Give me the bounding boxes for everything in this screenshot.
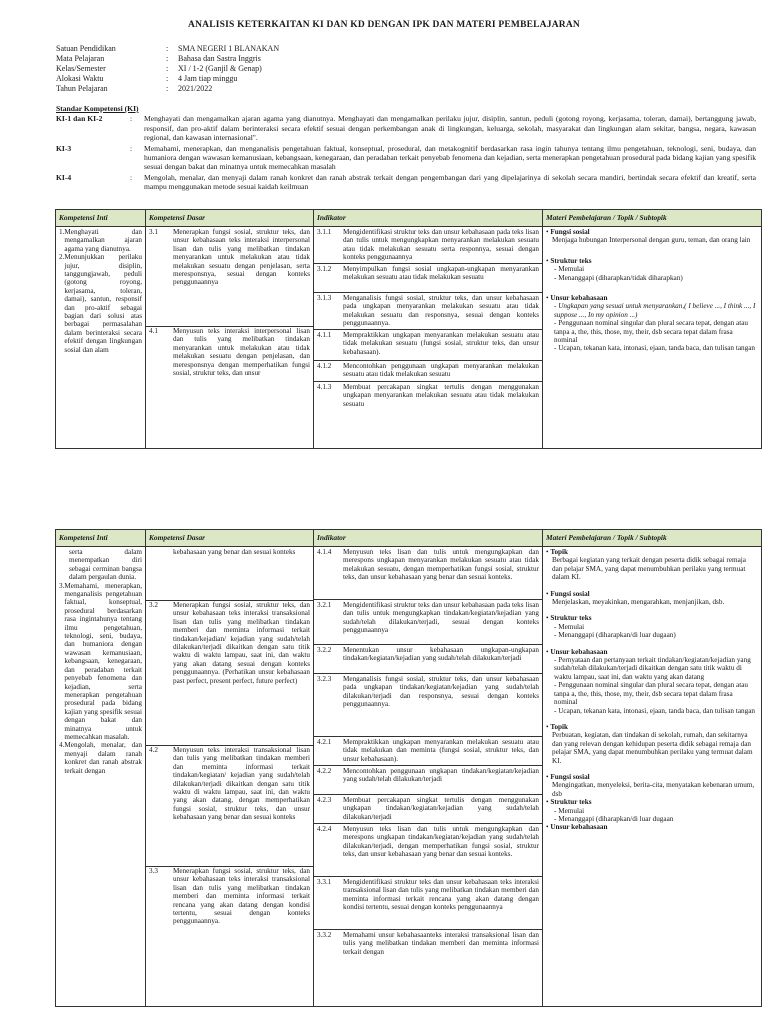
sk-text: Memahami, menerapkan, dan menganalisis pengetahuan faktual, konseptual, prosedural, dan metakognitif berdasarkan rasa ingin tahunya tentang ilmu pengetahuan, teknologi, seni, budaya, dan humaniora dengan wawasan kemanusiaan, kebangsaan, kenegaraan, dan peradaban terkait penyebab fenomena dan kejadian, serta menerapkan pengetahuan prosedural pada bidang kajian yang spesifik sesuai dengan bakat dan minatnya untuk memecahkan masalah — [144, 143, 756, 172]
materi-item: Memulai — [558, 265, 585, 274]
materi-heading: Fungsi sosial — [550, 228, 590, 236]
kd-number: 4.1 — [149, 327, 158, 335]
indicator-number: 4.2.3 — [317, 796, 332, 804]
table-row — [56, 547, 762, 1007]
indicator-text: Menganalisis fungsi sosial, struktur teks, dan unsur kebahasaan pada ungkapan menyarankan melakukan sesuatu atau tidak melakukan sesuatu dan responsnya, sesuai dengan konteks penggunaannya. — [343, 294, 539, 328]
info-value: XI / 1-2 (Ganjil & Genap) — [178, 64, 262, 73]
indicator-text: Mengidentifikasi struktur teks dan unsur kebahasaan pada teks lisan dan tulis untuk mengungkapkan menyarankan melakukan sesuatu atau tidak melakukan sesuatu serta responnya, sesuai dengan konteks penggunaannya — [343, 228, 539, 262]
table-header-row — [56, 530, 762, 547]
materi-item: Ucapan, tekanan kata, intonasi, ejaan, tanda baca, dan tulisan tangan — [558, 706, 755, 715]
indicator-number: 4.1.2 — [317, 362, 332, 370]
materi-item: Ungkapan yang sesuai untuk menyarankan,( I believe ..., I think ..., I suppose ..., In my opinion ...) — [554, 302, 756, 319]
materi-heading: Struktur teks — [550, 798, 592, 807]
indicator-text: Menyusun teks lisan dan tulis untuk mengungkapkan dan merespons ungkapan menyarankan melakukan sesuatu atau tidak melakukan sesuatu, dengan memperhatikan fungsi sosial, struktur teks, dan unsur kebahasaan yang benar dan sesuai konteks. — [343, 548, 539, 582]
indicator-number: 4.1.4 — [317, 548, 332, 556]
indicator-number: 4.2.4 — [317, 825, 332, 833]
indicator-number: 3.2.1 — [317, 601, 332, 609]
materi-heading: Unsur kebahasaan — [550, 647, 608, 656]
indicator-text: Menyusun teks lisan dan tulis untuk mengungkapkan dan merespons ungkapan tindakan/kegiatan/kejadian yang sudah/telah dilakukan/terjadi, dengan memperhatikan fungsi sosial, struktur teks, dan unsur kebahasaan yang benar dan sesuai konteks. — [343, 825, 539, 859]
sk-text: Mengolah, menalar, dan menyaji dalam ranah konkret dan ranah abstrak terkait dengan pengembangan dari yang dipelajarinya di sekolah secara mandiri, bertindak secara efektif dan kreatif, serta mampu menggunakan metode sesuai kaidah keilmuan — [144, 172, 756, 192]
info-row: Satuan Pendidikan : SMA NEGERI 1 BLANAKAN — [56, 44, 280, 53]
info-block — [56, 44, 279, 94]
materi-cell: • Topik Berbagai kegiatan yang terkait dengan peserta didik sebagai remaja dan pelajar SMA, yang dapat menumbuhkan perilaku yang termuat dalam KI. • Fungsi sosial Menjelaskan, meyakinkan, mengarahkan, menjanjikan, dsb. • Struktur teks - Memulai - Menanggapi (diharapkan/di luar dugaan) • Unsur kebahasaan - Pernyataan dan pertanyaan terkait tindakan/kegiatan/kejadian yang sudah/telah dilakukan/terjadi dikaitkan dengan satu titik waktu di waktu lampau, saat ini, dan waktu yang akan datang - Penggunaan nominal singular dan plural secara tepat, dengan atau tanpa a, the, this, those, my, their, dsb secara tepat dalam frasa nominal - Ucapan, tekanan kata, intonasi, ejaan, tanda baca, dan tulisan tangan • Topik Perbuatan, kegiatan, dan tindakan di sekolah, rumah, dan sekitarnya dan yang relevan dengan kehidupan peserta didik sebagai remaja dan pelajar SMA, yang dapat menumbuhkan perilaku yang termuat dalam KI. • Fungsi sosial Mengingatkan, menyeleksi, berita-cita, menyatakan kebenaran umum, dsb • Struktur teks - Memulai - Menanggapi (diharapkan/di luar dugaan • Unsur kebahasaan — [543, 547, 762, 1007]
info-key: Mata Pelajaran — [56, 54, 105, 63]
indicator-number: 3.1.3 — [317, 294, 332, 302]
header-kd: Kompetensi Dasar — [146, 530, 314, 547]
materi-cell: • Fungsi sosial Menjaga hubungan Interpersonal dengan guru, teman, dan orang lain • Struktur teks - Memulai - Menanggapi (diharapkan/tidak diharapkan) • Unsur kebahasaan - Ungkapan yang sesuai untuk menyarankan,( I believe ..., I think ..., I suppose ..., In my opinion ...) - Penggunaan nominal singular dan plural secara tepat, dengan atau tanpa a, the, this, those, my, their, dsb secara tepat dalam frasa nominal - Ucapan, tekanan kata, intonasi, ejaan, tanda baca, dan tulisan tangan — [543, 227, 762, 449]
header-indikator: Indikator — [314, 210, 543, 227]
indicator-text: Mengidentifikasi struktur teks dan unsur kebahasaan teks interaksi transaksional lisan dan tulis yang melibatkan tindakan memberi dan meminta informasi terkait rencana yang akan datang dengan kondisi tertentu, sesuai dengan konteks penggunaannya — [343, 878, 539, 912]
indicator-number: 4.2.1 — [317, 738, 332, 746]
indicator-text: Membuat percakapan singkat tertulis dengan menggunakan ungkapan tindakan/kegiatan/kejadian yang sudah/telah dilakukan/terjadi — [343, 796, 539, 821]
info-row: Kelas/Semester : XI / 1-2 (Ganjil & Genap) — [56, 64, 262, 73]
info-value: 2021/2022 — [178, 84, 213, 93]
materi-item: Ucapan, tekanan kata, intonasi, ejaan, tanda baca, dan tulisan tangan — [558, 344, 755, 353]
materi-heading: Struktur teks — [550, 614, 592, 623]
competency-table-2 — [55, 529, 762, 1007]
header-ki: Kompetensi Inti — [56, 530, 146, 547]
sk-label: KI-4 — [56, 172, 72, 182]
indicator-number: 3.3.1 — [317, 878, 332, 886]
indicator-cell — [314, 227, 543, 449]
info-value: 4 Jam tiap minggu — [178, 74, 238, 83]
sk-row: KI-1 dan KI-2 : Menghayati dan mengamalkan ajaran agama yang dianutnya. Menghayati dan mengamalkan perilaku jujur, disiplin, santun, peduli (gotong royong, kerjasama, toleran, damai), bertanggung jawab, responsif, dan pro-aktif dalam berinteraksi secara efektif sesuai dengan perkembangan anak di lingkungan, keluarga, sekolah, masyarakat dan lingkungan alam sekitar, bangsa, negara, kawasan regional, dan kawasan internasional". — [56, 114, 756, 143]
kd-number: 3.2 — [149, 601, 158, 609]
indicator-number: 4.1.1 — [317, 331, 332, 339]
header-materi: Materi Pembelajaran / Topik / Subtopik — [543, 530, 762, 547]
kd-text: Menerapkan fungsi sosial, struktur teks, dan unsur kebahasaan teks interaksi transaksional lisan dan tulis yang melibatkan tindakan memberi dan meminta informasi terkait rencana yang akan datang dengan kondisi tertentu, sesuai dengan konteks penggunaannya. — [173, 867, 310, 926]
indicator-text: Mencontohkan penggunaan ungkapan tindakan/kegiatan/kejadian yang sudah/telah dilakukan/terjadi — [343, 767, 539, 784]
indicator-text: Mengidentifikasi struktur teks dan unsur kebahasaan pada teks lisan dan tulis untuk mengungkapkan tindakan/kegiatan/kejadian yang sudah/telah dilakukan/terjadi, sesuai dengan konteks penggunaannya — [343, 601, 539, 635]
sk-label: KI-1 dan KI-2 — [56, 114, 103, 124]
info-key: Kelas/Semester — [56, 64, 106, 73]
info-value: SMA NEGERI 1 BLANAKAN — [178, 44, 280, 53]
indicator-number: 4.1.3 — [317, 383, 332, 391]
header-kd: Kompetensi Dasar — [146, 210, 314, 227]
indicator-text: Mempraktikkan ungkapan menyarankan melakukan sesuatu atau tidak melakukan sesuatu (fungsi sosial, struktur teks, dan unsur kebahasaan). — [343, 331, 539, 356]
header-indikator: Indikator — [314, 530, 543, 547]
indicator-text: Memahami unsur kebahasaanteks interaksi transaksional lisan dan tulis yang melibatkan tindakan memberi dan meminta informasi terkait dengan — [343, 931, 539, 956]
info-key: Alokasi Waktu — [56, 74, 104, 83]
info-row: Alokasi Waktu : 4 Jam tiap minggu — [56, 74, 238, 83]
kd-continued: kebahasaan yang benar dan sesuai konteks — [173, 548, 296, 556]
indicator-text: Mempraktikkan ungkapan menyarankan melakukan sesuatu atau tidak melakukan dan meminta (fungsi sosial, struktur teks, dan unsur kebahasaan). — [343, 738, 539, 763]
indicator-number: 3.2.2 — [317, 646, 332, 654]
materi-item: Menanggapi (diharapkan/di luar dugaan) — [558, 631, 676, 640]
indicator-text: Membuat percakapan singkat tertulis dengan menggunakan ungkapan menyarankan melakukan sesuatu atau tidak melakukan sesuatu — [343, 383, 539, 408]
materi-heading: Fungsi sosial — [550, 772, 590, 781]
materi-item: Menanggapi (diharapkan/di luar dugaan — [558, 814, 674, 823]
indicator-text: Menyimpulkan fungsi sosial ungkapan-ungkapan menyarankan melakukan sesuatu atau tidak melakukan sesuatu — [343, 265, 539, 282]
info-key: Tahun Pelajaran — [56, 84, 108, 93]
info-value: Bahasa dan Sastra Inggris — [178, 54, 261, 63]
materi-text: Menjelaskan, meyakinkan, mengarahkan, menjanjikan, dsb. — [552, 598, 725, 607]
indicator-text: Mencontohkan penggunaan ungkapan menyarankan melakukan sesuatu atau tidak melakukan sesuatu — [343, 362, 539, 379]
ki-cell: serta dalam menempatkan diri sebagai cerminan bangsa dalam pergaulan dunia. 3. Memahami, menerapkan, menganalisis pengetahuan faktual, konseptual, prosedural berdasarkan rasa ingintahunya tentang ilmu pengetahuan, teknologi, seni, budaya, dan humaniora dengan wawasan kemanusiaan, kebangsaan, kenegaraan, dan peradaban terkait penyebab fenomena dan kejadian, serta menerapkan pengetahuan prosedural pada bidang kajian yang spesifik sesuai dengan bakat dan minatnya untuk memecahkan masalah. 4. Mengolah, menalar, dan menyaji dalam ranah konkret dan ranah abstrak terkait dengan — [56, 547, 146, 1007]
ki-4-text: Mengolah, menalar, dan menyaji dalam ranah konkret dan ranah abstrak terkait dengan — [64, 741, 142, 775]
materi-heading: Unsur kebahasaan — [550, 294, 608, 303]
indicator-text: Menganalisis fungsi sosial, struktur teks, dan unsur kebahasaan pada ungkapan tindakan/kegiatan/kejadian yang sudah/telah dilakukan/terjadi dan responsnya, sesuai dengan konteks penggunaannya. — [343, 675, 539, 709]
indicator-number: 3.2.3 — [317, 675, 332, 683]
materi-text: Menjaga hubungan Interpersonal dengan guru, teman, dan orang lain — [552, 236, 751, 245]
indicator-number: 3.1.2 — [317, 265, 332, 273]
materi-heading: Fungsi sosial — [550, 589, 590, 598]
info-key: Satuan Pendidikan — [56, 44, 116, 53]
kd-number: 3.3 — [149, 867, 158, 875]
kd-number: 3.1 — [149, 228, 158, 236]
indicator-text: Menentukan unsur kebahasaan ungkapan-ungkapan tindakan/kegiatan/kejadian yang sudah/telah dilakukan/terjadi — [343, 646, 539, 663]
table-row — [56, 227, 762, 449]
ki-2-text: Menunjukkan perilaku jujur, disiplin, tanggungjawab, peduli (gotong royong, kerjasama, toleran, damai), santun, responsif dan pro-aktif sebagai bagian dari solusi atas berbagai permasalahan dalam berinteraksi secara efektif dengan lingkungan sosial dan alam — [64, 253, 142, 354]
materi-item: Memulai — [558, 622, 585, 631]
materi-item: Memulai — [558, 806, 585, 815]
sk-text: Menghayati dan mengamalkan ajaran agama yang dianutnya. Menghayati dan mengamalkan perilaku jujur, disiplin, santun, peduli (gotong royong, kerjasama, toleran, damai), bertanggung jawab, responsif, dan pro-aktif dalam berinteraksi secara efektif sesuai dengan perkembangan anak di lingkungan, keluarga, sekolah, masyarakat dan lingkungan alam sekitar, bangsa, negara, kawasan regional, dan kawasan internasional". — [144, 114, 756, 143]
indicator-number: 3.1.1 — [317, 228, 332, 236]
materi-item: Pernyataan dan pertanyaan terkait tindakan/kegiatan/kejadian yang sudah/telah dilakukan/terjadi dikaitkan dengan satu titik waktu di waktu lampau, saat ini, dan waktu yang akan datang — [554, 656, 751, 681]
materi-heading: Unsur kebahasaan — [550, 823, 608, 832]
kd-text: Menerapkan fungsi sosial, struktur teks, dan unsur kebahasaan teks interaksi transaksional lisan dan tulis yang melibatkan tindakan memberi dan meminta informasi terkait tindakan/kejadian/ kejadian yang sudah/telah dilakukan/terjadi dikaitkan dengan satu titik waktu di waktu lampau, saat ini, dan waktu yang akan datang sesuai dengan konteks penggunaannya. (Perhatikan unsur kebahasaan past perfect, present perfect, future perfect) — [173, 601, 310, 685]
materi-item: Menanggapi (diharapkan/tidak diharapkan) — [558, 273, 683, 282]
sk-row: KI-3 : Memahami, menerapkan, dan menganalisis pengetahuan faktual, konseptual, prosedural, dan metakognitif berdasarkan rasa ingin tahunya tentang ilmu pengetahuan, teknologi, seni, budaya, dan humaniora dengan wawasan kemanusiaan, kebangsaan, kenegaraan, dan peradaban terkait penyebab fenomena dan kejadian, serta menerapkan pengetahuan prosedural pada bidang kajian yang spesifik sesuai dengan bakat dan minatnya untuk memecahkan masalah — [56, 143, 756, 172]
materi-heading: Struktur teks — [550, 256, 592, 265]
kd-text: Menyusun teks interaksi interpersonal lisan dan tulis yang melibatkan tindakan menyarankan untuk melakukan atau tidak melakukan sesuatu dengan penjelasan, dan meresponsnya dengan memperhatikan fungsi sosial, struktur teks, dan unsur — [173, 327, 310, 378]
indicator-cell — [314, 547, 543, 1007]
header-ki: Kompetensi Inti — [56, 210, 146, 227]
header-materi: Materi Pembelajaran / Topik / Subtopik — [543, 210, 762, 227]
ki-3-text: Memahami, menerapkan, menganalisis pengetahuan faktual, konseptual, prosedural berdasarkan rasa ingintahunya tentang ilmu pengetahuan, teknologi, seni, budaya, dan humaniora dengan wawasan kemanusiaan, kebangsaan, kenegaraan, dan peradaban terkait penyebab fenomena dan kejadian, serta menerapkan pengetahuan prosedural pada bidang kajian yang spesifik sesuai dengan bakat dan minatnya untuk memecahkan masalah. — [64, 581, 142, 741]
kd-text: Menerapkan fungsi sosial, struktur teks, dan unsur kebahasaan teks interaksi interpersonal lisan dan tulis yang melibatkan tindakan menyarankan untuk melakukan atau tidak melakukan sesuatu dengan penjelasan, serta meresponsnya, sesuai dengan konteks penggunaannya — [173, 228, 310, 287]
competency-table-1 — [55, 209, 762, 449]
sk-heading: Standar Kompetensi (KI) — [56, 104, 139, 113]
ki-2-continued: serta dalam menempatkan diri sebagai cerminan bangsa dalam pergaulan dunia. — [69, 548, 142, 582]
materi-item: Penggunaan nominal singular dan plural secara tepat, dengan atau tanpa a, the, this, those, my, their, dsb secara tepat dalam frasa nominal — [554, 681, 749, 707]
indicator-number: 4.2.2 — [317, 767, 332, 775]
materi-heading: Topik — [550, 548, 569, 556]
kd-text: Menyusun teks interaksi transaksional lisan dan tulis yang melibatkan tindakan memberi dan meminta informasi terkait tindakan/kegiatan/ kejadian yang sudah/telah dilakukan/terjadi dikaitkan dengan satu titik waktu di waktu lampau, saat ini, dan waktu yang akan datang, dengan memperhatikan fungsi sosial, struktur teks, dan unsur kebahasaan yang benar dan sesuai konteks — [173, 746, 310, 822]
standar-kompetensi — [56, 104, 756, 192]
materi-text: Berbagai kegiatan yang terkait dengan peserta didik sebagai remaja dan pelajar SMA, yang dapat menumbuhkan perilaku yang termuat dalam KI. — [552, 556, 746, 582]
materi-item: Penggunaan nominal singular dan plural secara tepat, dengan atau tanpa a, the, this, those, my, their, dsb secara tepat dalam frasa nominal — [554, 319, 749, 345]
ki-cell: 1. Menghayati dan mengamalkan ajaran agama yang dianutnya. 2. Menunjukkan perilaku jujur, disiplin, tanggungjawab, peduli (gotong royong, kerjasama, toleran, damai), santun, responsif dan pro-aktif sebagai bagian dari solusi atas berbagai permasalahan dalam berinteraksi secara efektif dengan lingkungan sosial dan alam — [56, 227, 146, 449]
materi-text: Mengingatkan, menyeleksi, berita-cita, menyatakan kebenaran umum, dsb — [552, 781, 755, 798]
kd-cell — [146, 227, 314, 449]
kd-cell — [146, 547, 314, 1007]
sk-label: KI-3 — [56, 143, 72, 153]
materi-text: Perbuatan, kegiatan, dan tindakan di sekolah, rumah, dan sekitarnya dan yang relevan dengan kehidupan peserta didik sebagai remaja dan pelajar SMA, yang dapat menumbuhkan perilaku yang termuat dalam KI. — [552, 731, 753, 765]
info-row: Tahun Pelajaran : 2021/2022 — [56, 84, 213, 93]
indicator-number: 3.3.2 — [317, 931, 332, 939]
info-row: Mata Pelajaran : Bahasa dan Sastra Inggris — [56, 54, 261, 63]
materi-heading: Topik — [550, 722, 569, 731]
table-header-row — [56, 210, 762, 227]
sk-row: KI-4 : Mengolah, menalar, dan menyaji dalam ranah konkret dan ranah abstrak terkait dengan pengembangan dari yang dipelajarinya di sekolah secara mandiri, bertindak secara efektif dan kreatif, serta mampu menggunakan metode sesuai kaidah keilmuan — [56, 172, 756, 192]
ki-1-text: Menghayati dan mengamalkan ajaran agama yang dianutnya. — [64, 228, 142, 253]
kd-number: 4.2 — [149, 746, 158, 754]
document-title: ANALISIS KETERKAITAN KI DAN KD DENGAN IPK DAN MATERI PEMBELAJARAN — [188, 20, 580, 30]
